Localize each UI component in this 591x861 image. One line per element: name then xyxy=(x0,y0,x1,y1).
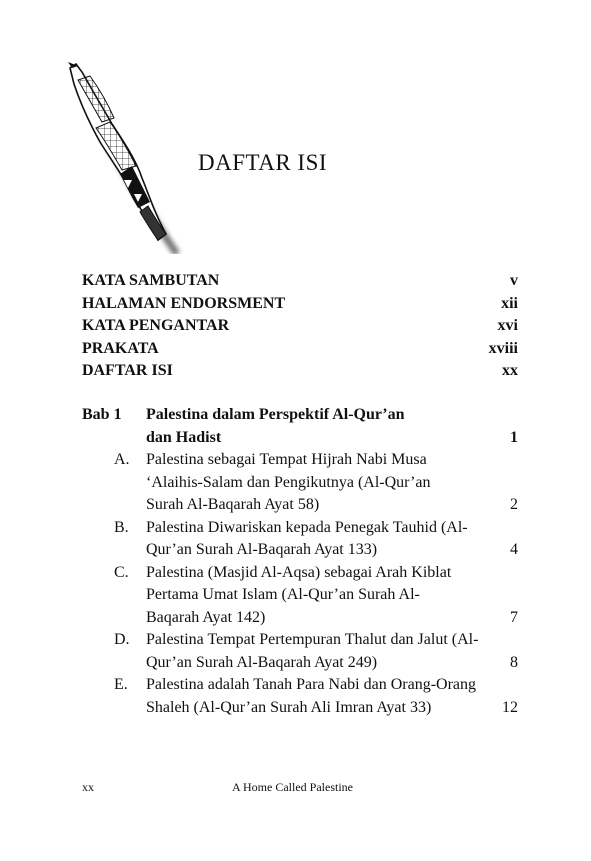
front-matter-list xyxy=(82,270,518,383)
section-page: 7 xyxy=(510,608,518,626)
chapter-number: Bab 1 xyxy=(82,406,122,423)
section-letter: A. xyxy=(114,451,130,468)
section-letter: B. xyxy=(114,518,129,536)
section-entry[interactable] xyxy=(82,674,518,719)
toc-entry[interactable] xyxy=(82,338,518,361)
section-title: Palestina adalah Tanah Para Nabi dan Orang-Orang Shaleh (Al-Qur’an Surah Ali Imran Ayat 33) xyxy=(146,676,477,716)
section-entry[interactable] xyxy=(82,562,518,630)
footer-page-number: xx xyxy=(82,780,94,794)
section-title: Palestina Tempat Pertempuran Thalut dan Jalut (Al-Qur’an Surah Al-Baqarah Ayat 249) xyxy=(146,631,479,671)
section-letter: E. xyxy=(114,676,128,693)
toc-entry-page: xvi xyxy=(497,317,518,334)
toc-entry-page: xii xyxy=(501,294,518,312)
toc-entry[interactable] xyxy=(82,315,518,338)
section-page: 8 xyxy=(510,653,518,671)
chapter-title: Palestina dalam Perspektif Al-Qur’an dan Hadist xyxy=(146,406,405,446)
toc-entry-page: xx xyxy=(502,362,518,379)
section-page: 2 xyxy=(510,496,518,513)
toc-entry-label: KATA SAMBUTAN xyxy=(82,272,220,289)
toc-entry-label: KATA PENGANTAR xyxy=(82,317,230,334)
section-title: Palestina (Masjid Al-Aqsa) sebagai Arah Kiblat Pertama Umat Islam (Al-Qur’an Surah Al-Baqarah Ayat 142) xyxy=(146,563,452,626)
section-letter: C. xyxy=(114,563,129,581)
toc-entry[interactable] xyxy=(82,293,518,316)
section-page: 4 xyxy=(510,541,518,558)
chapter-block xyxy=(82,403,518,719)
chapter-heading[interactable] xyxy=(82,403,518,449)
toc-entry[interactable] xyxy=(82,360,518,383)
section-entry[interactable] xyxy=(82,517,518,562)
section-title: Palestina Diwariskan kepada Penegak Tauhid (Al-Qur’an Surah Al-Baqarah Ayat 133) xyxy=(146,518,468,558)
minaret-ornament-icon xyxy=(62,62,188,254)
section-title: Palestina sebagai Tempat Hijrah Nabi Musa ‘Alaihis-Salam dan Pengikutnya (Al-Qur’an Surah Al-Baqarah Ayat 58) xyxy=(146,451,431,513)
section-entry[interactable] xyxy=(82,629,518,674)
toc-entry-page: xviii xyxy=(488,339,518,357)
chapter-page: 1 xyxy=(510,429,518,446)
section-letter: D. xyxy=(114,631,130,648)
toc-entry-label: PRAKATA xyxy=(82,339,159,357)
toc-entry-label: DAFTAR ISI xyxy=(82,362,173,379)
page-title: DAFTAR ISI xyxy=(198,150,328,175)
toc-entry-label: HALAMAN ENDORSMENT xyxy=(82,294,286,312)
footer-book-title: A Home Called Palestine xyxy=(232,780,353,794)
toc-entry[interactable] xyxy=(82,270,518,293)
section-page: 12 xyxy=(502,698,518,716)
toc-entry-page: v xyxy=(510,272,518,289)
section-entry[interactable] xyxy=(82,449,518,517)
